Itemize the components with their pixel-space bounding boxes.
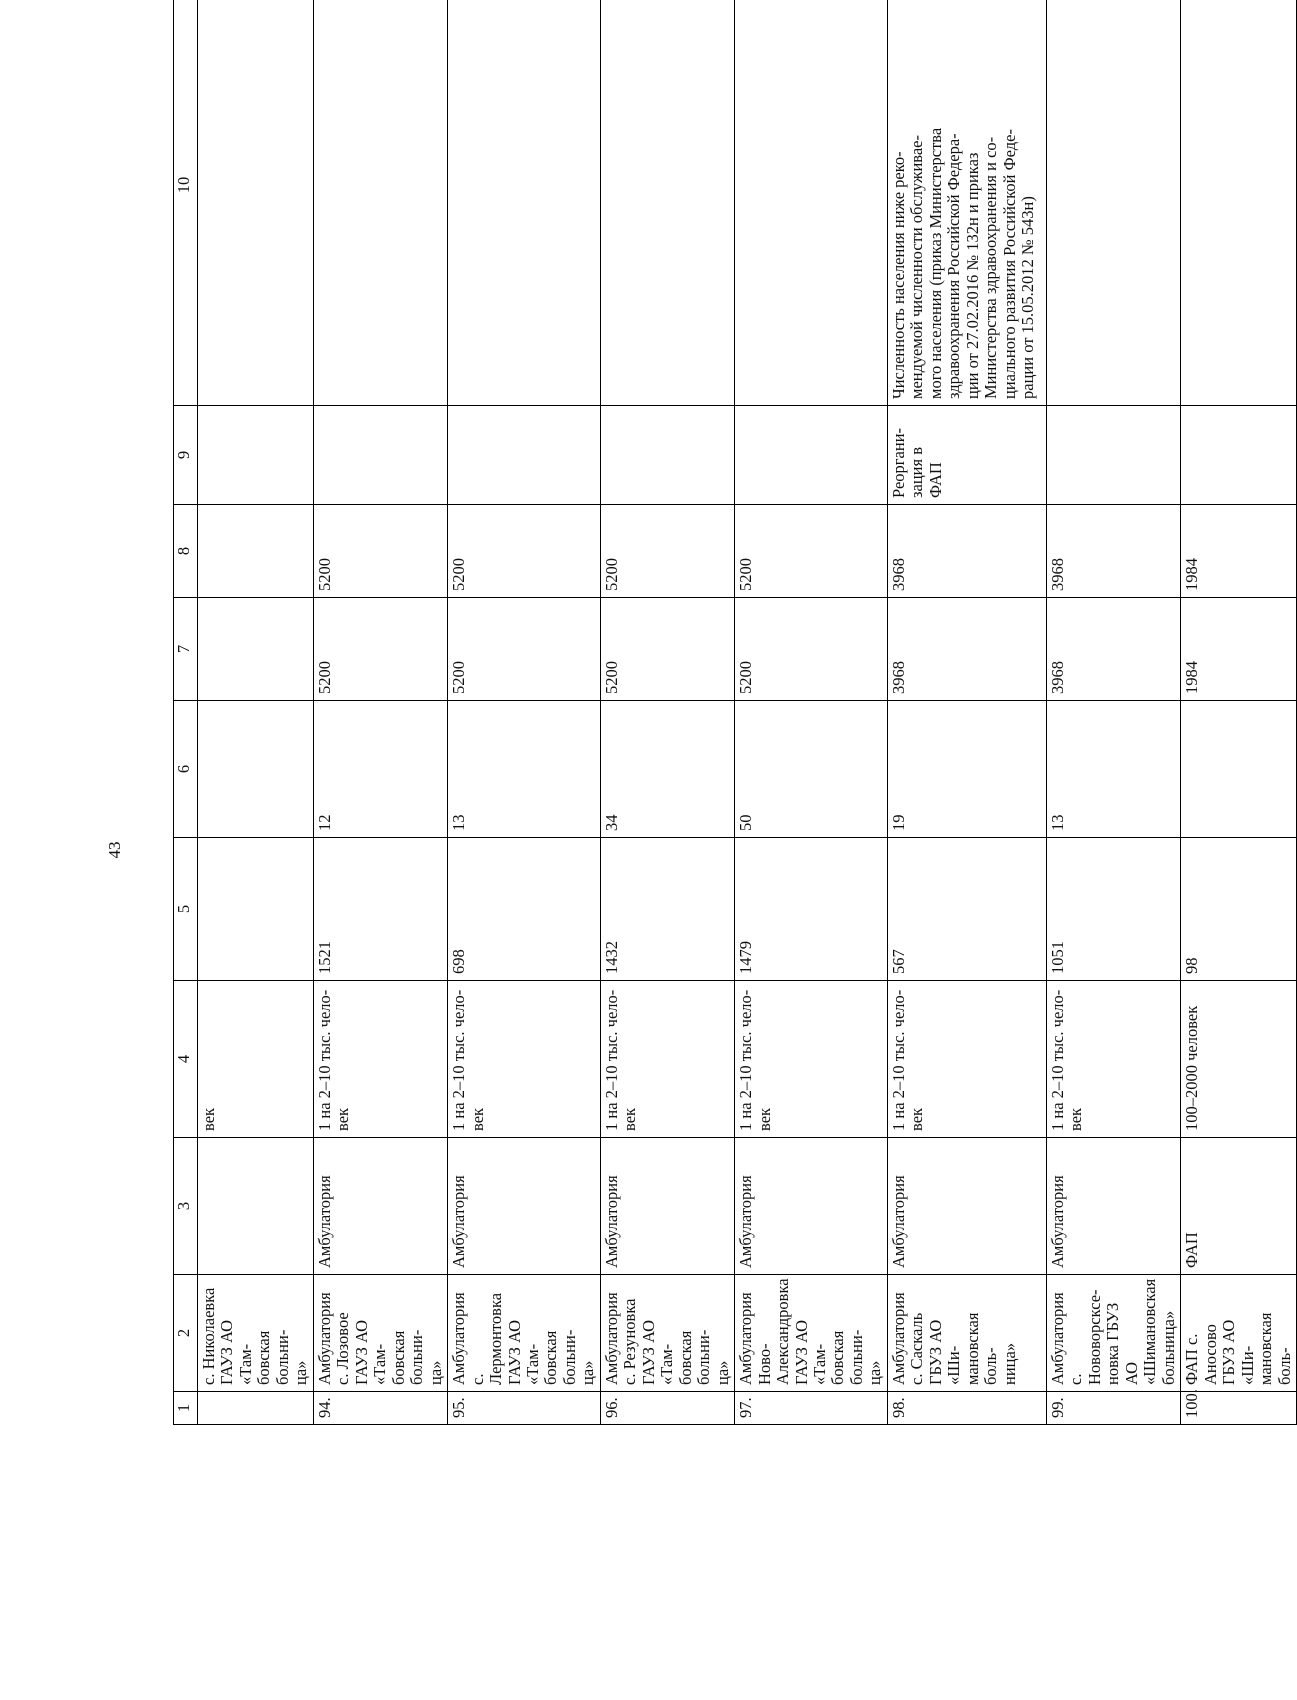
cell-facility-type: Амбулатория: [1046, 1138, 1180, 1275]
table-body: [174, 0, 1297, 1425]
cell-norm: 1 на 2–10 тыс. чело- век: [887, 981, 1046, 1138]
cell-population: [198, 838, 314, 981]
cell-standard-value: 5200: [313, 598, 447, 701]
cell-note: [1181, 0, 1297, 406]
cell-facility-type: Амбулатория: [448, 1138, 601, 1275]
cell-actual-value: 3968: [1046, 505, 1180, 598]
cell-facility-name: Амбулатория с. Резуновка ГАУЗ АО «Там- бовская больни- ца»: [600, 1275, 734, 1392]
cell-note: [735, 0, 888, 406]
cell-note: [600, 0, 734, 406]
cell-population: 1479: [735, 838, 888, 981]
cell-norm: 1 на 2–10 тыс. чело- век: [735, 981, 888, 1138]
column-header-4: 4: [174, 981, 198, 1138]
cell-actual-value: 5200: [735, 505, 888, 598]
cell-facility-name: Амбулатория с. Саскаль ГБУЗ АО «Ши- мановская боль- ница»: [887, 1275, 1046, 1392]
cell-action: [1046, 406, 1180, 505]
table-row: [1046, 0, 1180, 1425]
cell-action: [198, 406, 314, 505]
cell-row-number: 95.: [448, 1392, 601, 1425]
cell-facility-type: Амбулатория: [600, 1138, 734, 1275]
cell-actual-value: 3968: [887, 505, 1046, 598]
column-header-2: 2: [174, 1275, 198, 1392]
cell-standard-value: 5200: [448, 598, 601, 701]
cell-facility-name: Амбулатория с. Нововорсксе- новка ГБУЗ АО «Шимановская больница»: [1046, 1275, 1180, 1392]
cell-row-number: 94.: [313, 1392, 447, 1425]
cell-population: 1051: [1046, 838, 1180, 981]
column-header-9: 9: [174, 406, 198, 505]
cell-note: Численность населения ниже реко- мендуемой численности обслуживае- мого населения (приказ Министерства здравоохранения Российской Федера- ции от 27.02.2016 № 132н и приказ Министерства здравоохранения и со- циального развития Российской Феде- рации от 15.05.2012 № 543н): [887, 0, 1046, 406]
cell-facility-name: Амбулатория с. Лозовое ГАУЗ АО «Там- бовская больни- ца»: [313, 1275, 447, 1392]
cell-action: [1181, 406, 1297, 505]
cell-facility-type: [198, 1138, 314, 1275]
cell-standard-value: 3968: [887, 598, 1046, 701]
cell-row-number: [198, 1392, 314, 1425]
facility-table: [173, 0, 1297, 1425]
cell-population: 567: [887, 838, 1046, 981]
cell-row-number: 97.: [735, 1392, 888, 1425]
cell-distance: 19: [887, 701, 1046, 838]
cell-actual-value: 5200: [600, 505, 734, 598]
rotated-table-container: [173, 0, 1294, 1425]
column-header-6: 6: [174, 701, 198, 838]
cell-facility-name: с. Николаевка ГАУЗ АО «Там- бовская больни- ца»: [198, 1275, 314, 1392]
table-row: [887, 0, 1046, 1425]
cell-population: 98: [1181, 838, 1297, 981]
cell-standard-value: [198, 598, 314, 701]
cell-distance: [1181, 701, 1297, 838]
cell-population: 698: [448, 838, 601, 981]
cell-standard-value: 5200: [735, 598, 888, 701]
cell-actual-value: 5200: [313, 505, 447, 598]
table-row: [198, 0, 314, 1425]
cell-actual-value: [198, 505, 314, 598]
cell-facility-name: ФАП с. Аносово ГБУЗ АО «Ши- мановская боль-: [1181, 1275, 1297, 1392]
cell-row-number: 100.: [1181, 1392, 1297, 1425]
column-header-8: 8: [174, 505, 198, 598]
cell-note: [1046, 0, 1180, 406]
cell-norm: 100–2000 человек: [1181, 981, 1297, 1138]
table-row: [313, 0, 447, 1425]
cell-row-number: 99.: [1046, 1392, 1180, 1425]
cell-action: [735, 406, 888, 505]
cell-action: Реоргани- зация в ФАП: [887, 406, 1046, 505]
column-header-3: 3: [174, 1138, 198, 1275]
cell-action: [600, 406, 734, 505]
cell-facility-type: Амбулатория: [887, 1138, 1046, 1275]
cell-note: [313, 0, 447, 406]
cell-norm: 1 на 2–10 тыс. чело- век: [1046, 981, 1180, 1138]
cell-distance: 13: [448, 701, 601, 838]
cell-row-number: 96.: [600, 1392, 734, 1425]
cell-facility-name: Амбулатория с. Лермонтовка ГАУЗ АО «Там- бовская больни- ца»: [448, 1275, 601, 1392]
cell-distance: 34: [600, 701, 734, 838]
table-row: [735, 0, 888, 1425]
cell-actual-value: 1984: [1181, 505, 1297, 598]
page-number: 43: [105, 841, 124, 859]
cell-population: 1432: [600, 838, 734, 981]
cell-action: [313, 406, 447, 505]
cell-norm: век: [198, 981, 314, 1138]
cell-distance: 13: [1046, 701, 1180, 838]
column-header-5: 5: [174, 838, 198, 981]
cell-standard-value: 5200: [600, 598, 734, 701]
table-row: [448, 0, 601, 1425]
column-header-7: 7: [174, 598, 198, 701]
cell-standard-value: 1984: [1181, 598, 1297, 701]
cell-population: 1521: [313, 838, 447, 981]
cell-standard-value: 3968: [1046, 598, 1180, 701]
column-header-10: 10: [174, 0, 198, 406]
cell-distance: 50: [735, 701, 888, 838]
cell-note: [448, 0, 601, 406]
cell-distance: 12: [313, 701, 447, 838]
cell-row-number: 98.: [887, 1392, 1046, 1425]
header-row: [174, 0, 198, 1425]
cell-action: [448, 406, 601, 505]
cell-norm: 1 на 2–10 тыс. чело- век: [448, 981, 601, 1138]
cell-facility-type: Амбулатория: [313, 1138, 447, 1275]
cell-actual-value: 5200: [448, 505, 601, 598]
cell-facility-name: Амбулатория Ново- Александровка ГАУЗ АО «Там- бовская больни- ца»: [735, 1275, 888, 1392]
cell-distance: [198, 701, 314, 838]
cell-facility-type: Амбулатория: [735, 1138, 888, 1275]
column-header-1: 1: [174, 1392, 198, 1425]
cell-note: [198, 0, 314, 406]
table-row: [1181, 0, 1297, 1425]
cell-norm: 1 на 2–10 тыс. чело- век: [600, 981, 734, 1138]
cell-norm: 1 на 2–10 тыс. чело- век: [313, 981, 447, 1138]
cell-facility-type: ФАП: [1181, 1138, 1297, 1275]
table-row: [600, 0, 734, 1425]
